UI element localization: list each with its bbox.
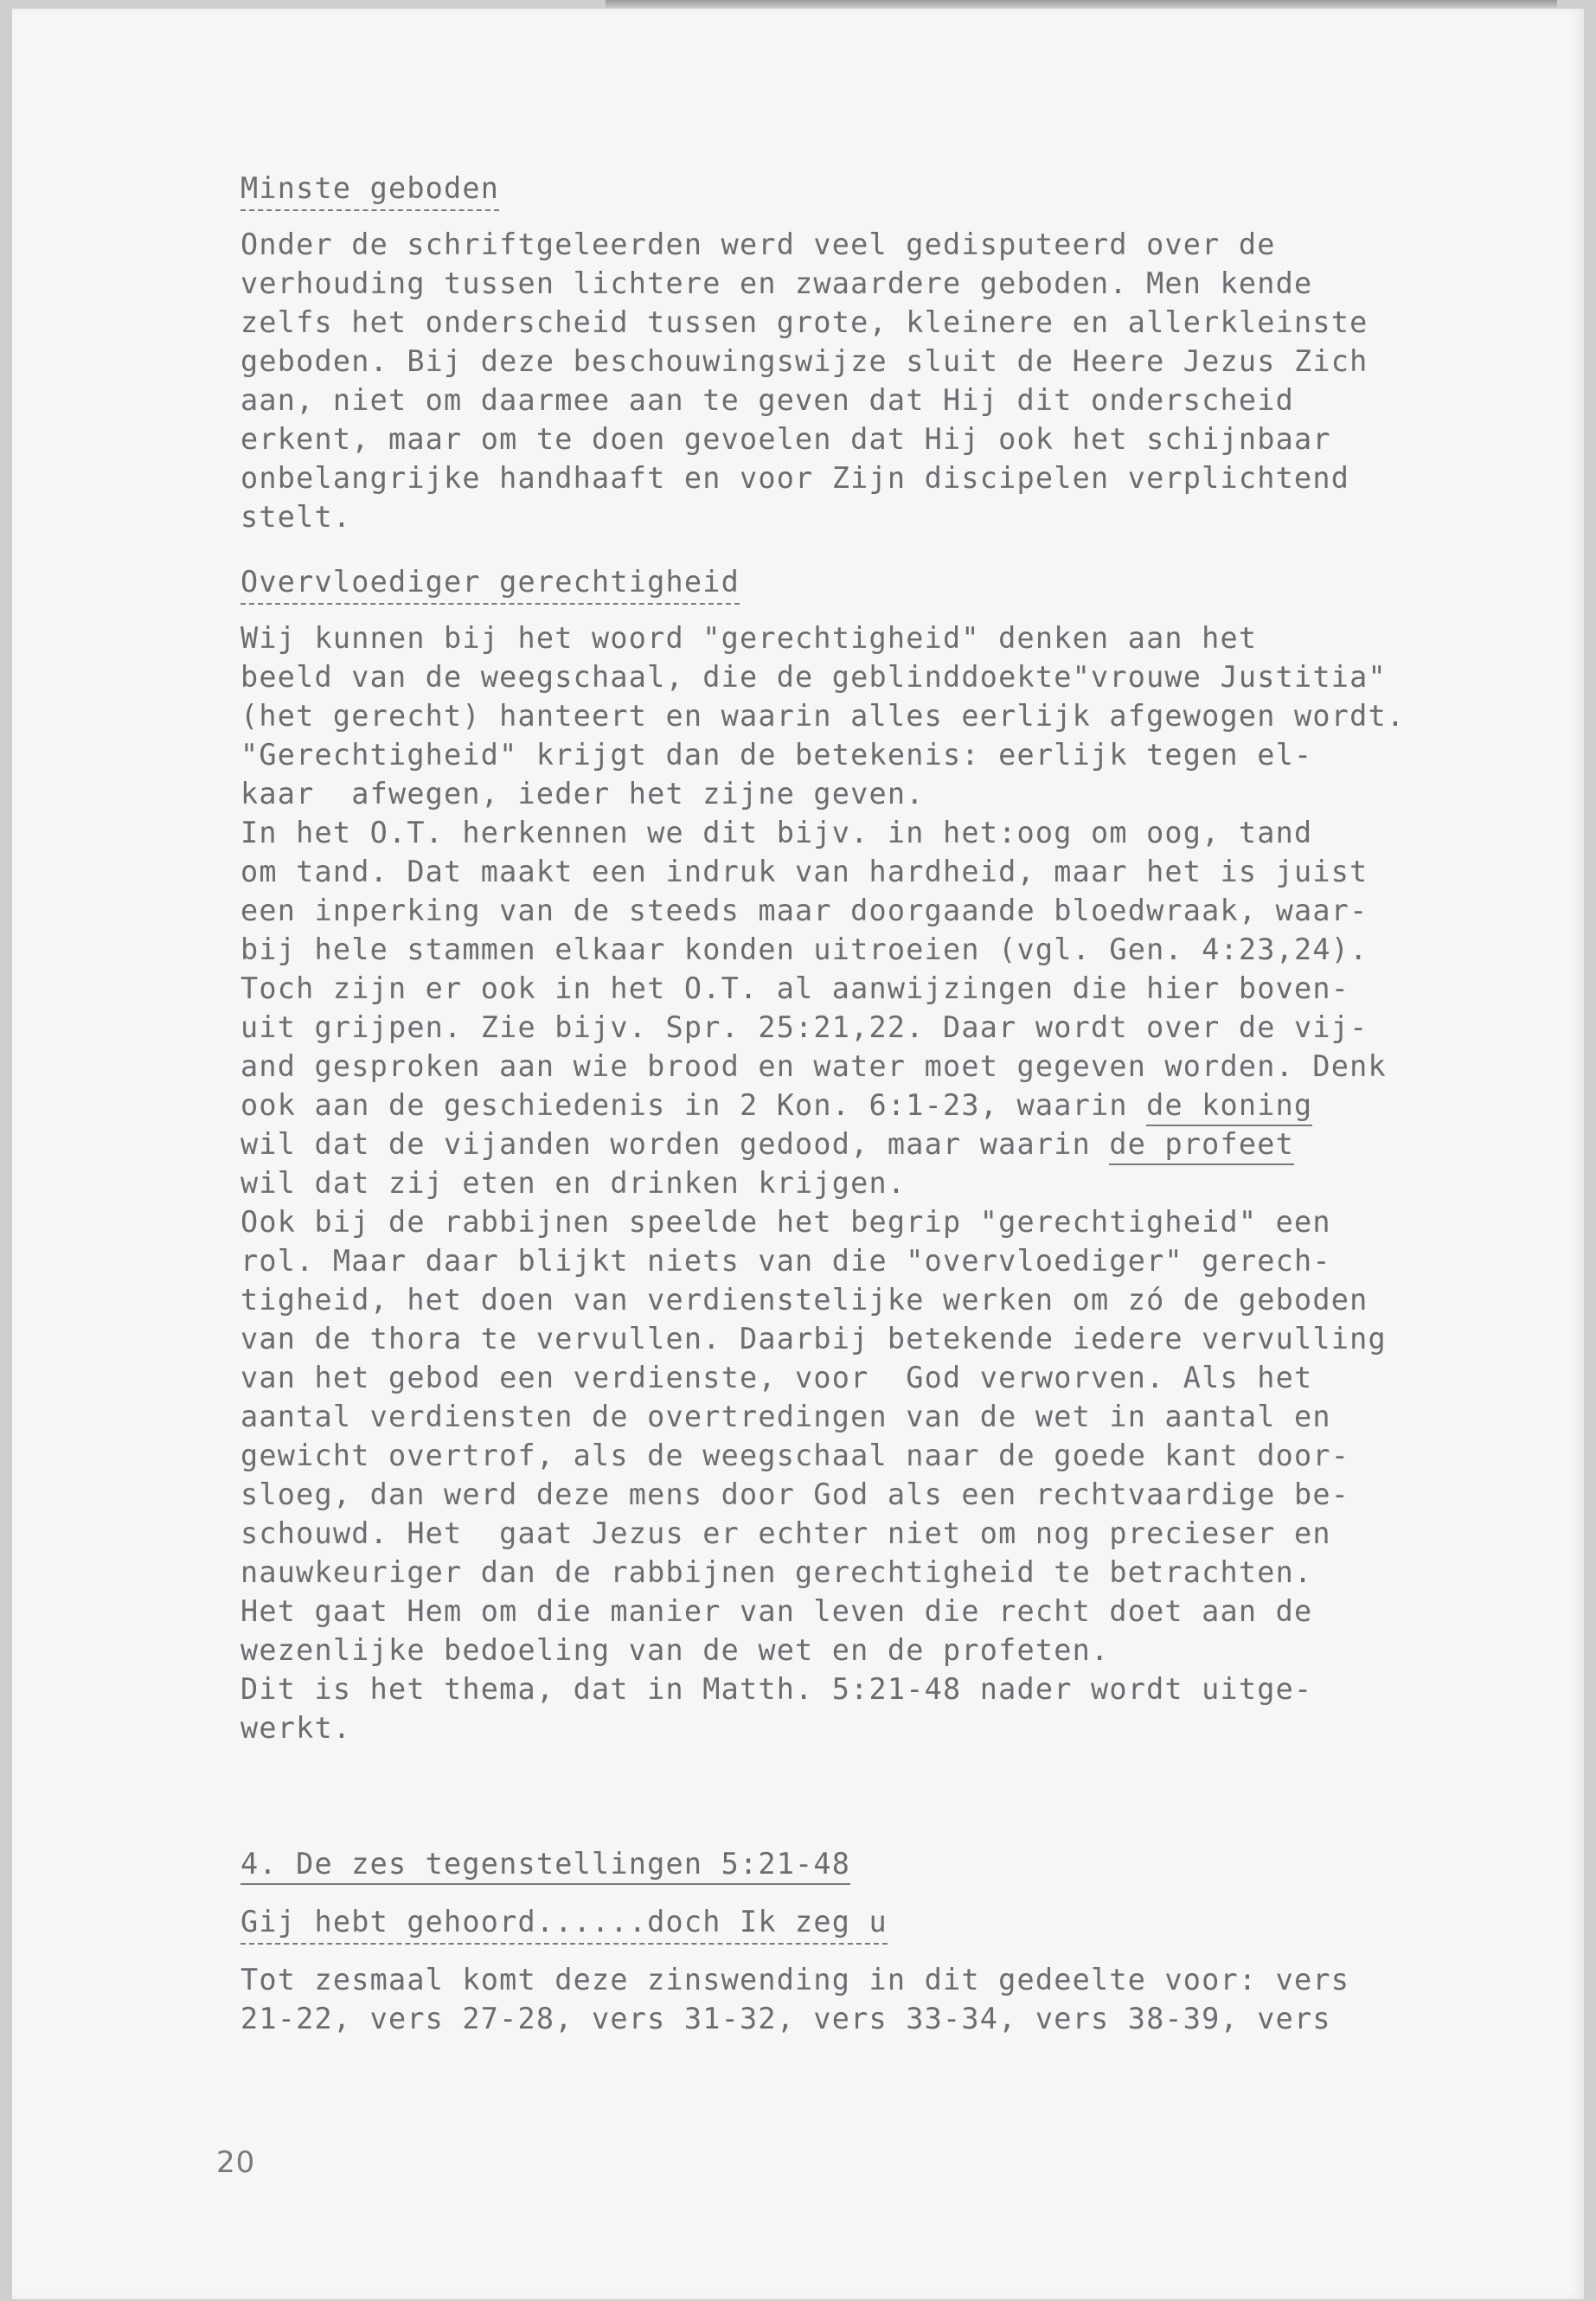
text-line: "Gerechtigheid" krijgt dan de betekenis: eerlijk tegen el- [240, 738, 1313, 772]
page-text [240, 169, 1503, 2038]
text-line: sloeg, dan werd deze mens door God als een rechtvaardige be- [240, 1477, 1350, 1511]
text-line: Het gaat Hem om die manier van leven die recht doet aan de [240, 1594, 1313, 1628]
text-line: gewicht overtrof, als de weegschaal naar de goede kant door- [240, 1439, 1350, 1472]
text-line: verhouding tussen lichtere en zwaardere geboden. Men kende [240, 266, 1313, 300]
text-line: werkt. [240, 1711, 352, 1745]
text-line: stelt. [240, 500, 352, 534]
text-line: aantal verdiensten de overtredingen van de wet in aantal en [240, 1400, 1331, 1433]
text-line: bij hele stammen elkaar konden uitroeien (vgl. Gen. 4:23,24). [240, 933, 1368, 966]
text-line: kaar afwegen, ieder het zijne geven. [240, 777, 925, 811]
text-line: Toch zijn er ook in het O.T. al aanwijzingen die hier boven- [240, 971, 1350, 1005]
text-line: nauwkeuriger dan de rabbijnen gerechtigheid te betrachten. [240, 1555, 1313, 1589]
text-line: 21-22, vers 27-28, vers 31-32, vers 33-34, vers 38-39, vers [240, 2002, 1331, 2035]
text-line: Onder de schriftgeleerden werd veel gedisputeerd over de [240, 228, 1276, 261]
section-heading: Overvloediger gerechtigheid [240, 562, 1503, 601]
text-line: schouwd. Het gaat Jezus er echter niet om nog precieser en [240, 1516, 1331, 1550]
text-line: Dit is het thema, dat in Matth. 5:21-48 nader wordt uitge- [240, 1672, 1313, 1706]
paragraph-tegenstellingen [240, 1960, 1503, 2038]
text-line: In het O.T. herkennen we dit bijv. in het:oog om oog, tand [240, 816, 1313, 849]
text-line: wezenlijke bedoeling van de wet en de profeten. [240, 1633, 1110, 1667]
paragraph-minste-geboden [240, 225, 1503, 536]
text-line: and gesproken aan wie brood en water moet gegeven worden. Denk [240, 1049, 1387, 1083]
text-line: tigheid, het doen van verdienstelijke werken om zó de geboden [240, 1283, 1368, 1317]
text-line: erkent, maar om te doen gevoelen dat Hij ook het schijnbaar [240, 422, 1331, 456]
text-line: om tand. Dat maakt een indruk van hardheid, maar het is juist [240, 855, 1368, 888]
text-line: Tot zesmaal komt deze zinswending in dit gedeelte voor: vers [240, 1963, 1350, 1997]
section-heading: Gij hebt gehoord......doch Ik zeg u [240, 1902, 1503, 1941]
text-line: van de thora te vervullen. Daarbij betekende iedere vervulling [240, 1322, 1387, 1356]
text-line: onbelangrijke handhaaft en voor Zijn discipelen verplichtend [240, 461, 1350, 495]
section-heading: Minste geboden [240, 169, 1503, 208]
text-line: Ook bij de rabbijnen speelde het begrip "gerechtigheid" een [240, 1205, 1331, 1239]
text-line: rol. Maar daar blijkt niets van die "overvloediger" gerech- [240, 1244, 1331, 1278]
page-number: 20 [216, 2145, 256, 2180]
chapter-heading: 4. De zes tegenstellingen 5:21-48 [240, 1844, 1503, 1883]
text-line: aan, niet om daarmee aan te geven dat Hij dit onderscheid [240, 383, 1295, 417]
text-line: Wij kunnen bij het woord "gerechtigheid" denken aan het [240, 621, 1258, 655]
text-line: zelfs het onderscheid tussen grote, kleinere en allerkleinste [240, 305, 1368, 339]
text-line: een inperking van de steeds maar doorgaande bloedwraak, waar- [240, 894, 1368, 927]
text-line: (het gerecht) hanteert en waarin alles eerlijk afgewogen wordt. [240, 699, 1406, 733]
underlined-phrase: de profeet [1109, 1125, 1294, 1165]
text-line: van het gebod een verdienste, voor God verworven. Als het [240, 1361, 1313, 1394]
paragraph-overvloediger-gerechtigheid [240, 619, 1503, 1747]
underlined-phrase: de koning [1146, 1086, 1312, 1126]
text-line: ook aan de geschiedenis in 2 Kon. 6:1-23, waarin de koning [240, 1086, 1503, 1125]
text-line: uit grijpen. Zie bijv. Spr. 25:21,22. Daar wordt over de vij- [240, 1010, 1368, 1044]
text-line: geboden. Bij deze beschouwingswijze sluit de Heere Jezus Zich [240, 344, 1368, 378]
previous-page-edge [606, 0, 1557, 9]
text-line: wil dat de vijanden worden gedood, maar waarin de profeet [240, 1125, 1503, 1163]
text-line: wil dat zij eten en drinken krijgen. [240, 1166, 907, 1200]
text-line: beeld van de weegschaal, die de geblinddoekte"vrouwe Justitia" [240, 660, 1387, 694]
